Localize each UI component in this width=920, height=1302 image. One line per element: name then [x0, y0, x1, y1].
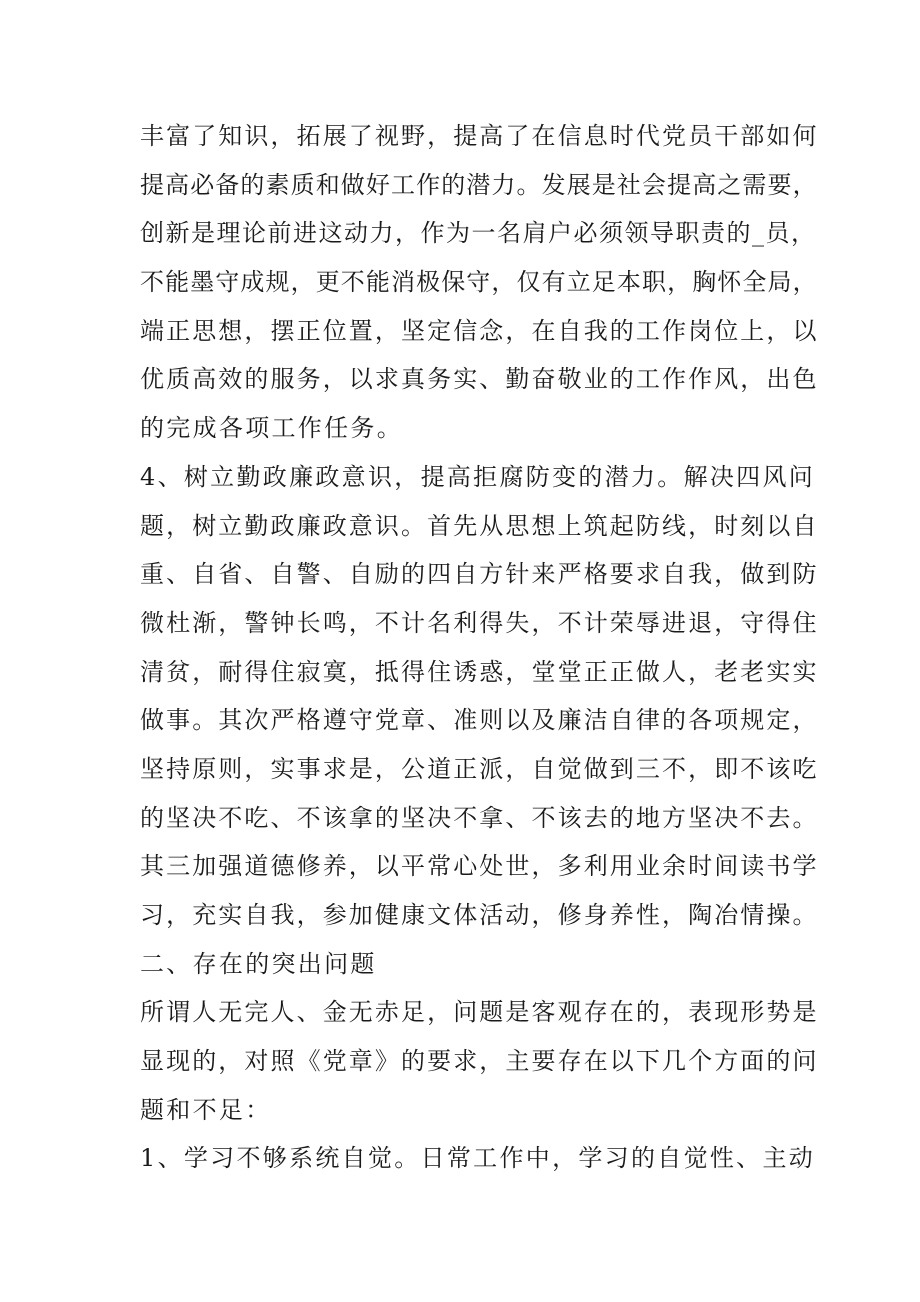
text-line: 坚持原则，实事求是，公道正派，自觉做到三不，即不该吃 [140, 754, 819, 783]
text-line: 重、自省、自警、自励的四自方针来严格要求自我，做到防 [140, 560, 819, 589]
text-line: 端正思想，摆正位置，坚定信念，在自我的工作岗位上，以 [140, 316, 819, 345]
text-line: 做事。其次严格遵守党章、准则以及廉洁自律的各项规定， [140, 706, 819, 735]
text-line: 题和不足： [140, 1095, 272, 1124]
text-line: 提高必备的素质和做好工作的潜力。发展是社会提高之需要， [140, 170, 818, 199]
text-line: 微杜渐，警钟长鸣，不计名利得失，不计荣辱进退，守得住 [140, 608, 819, 637]
text-line: 习，充实自我，参加健康文体活动，修身养性，陶冶情操。 [140, 901, 819, 929]
text-line: 的完成各项工作任务。 [140, 414, 403, 443]
section-heading: 二、存在的突出问题 [140, 949, 377, 978]
text-line: 不能墨守成规，更不能消极保守，仅有立足本职，胸怀全局， [140, 268, 818, 297]
text-line: 清贫，耐得住寂寞，抵得住诱惑，堂堂正正做人，老老实实 [140, 657, 819, 686]
text-line: 显现的，对照《党章》的要求，主要存在以下几个方面的问 [140, 1047, 819, 1076]
text-line: 的坚决不吃、不该拿的坚决不拿、不该去的地方坚决不去。 [140, 803, 819, 832]
text-line: 4、树立勤政廉政意识，提高拒腐防变的潜力。解决四风问 [140, 462, 816, 491]
text-line: 所谓人无完人、金无赤足，问题是客观存在的，表现形势是 [140, 998, 819, 1027]
text-line: 其三加强道德修养，以平常心处世，多利用业余时间读书学 [140, 852, 819, 881]
text-line: 优质高效的服务，以求真务实、勤奋敬业的工作作风，出色 [140, 365, 819, 394]
text-line: 创新是理论前进这动力，作为一名肩户必须领导职责的_员， [140, 219, 817, 248]
text-line: 题，树立勤政廉政意识。首先从思想上筑起防线，时刻以自 [140, 511, 819, 540]
document-body [140, 112, 820, 1183]
text-line: 丰富了知识，拓展了视野，提高了在信息时代党员干部如何 [140, 122, 819, 150]
text-line: 1、学习不够系统自觉。日常工作中，学习的自觉性、主动 [140, 1144, 816, 1173]
